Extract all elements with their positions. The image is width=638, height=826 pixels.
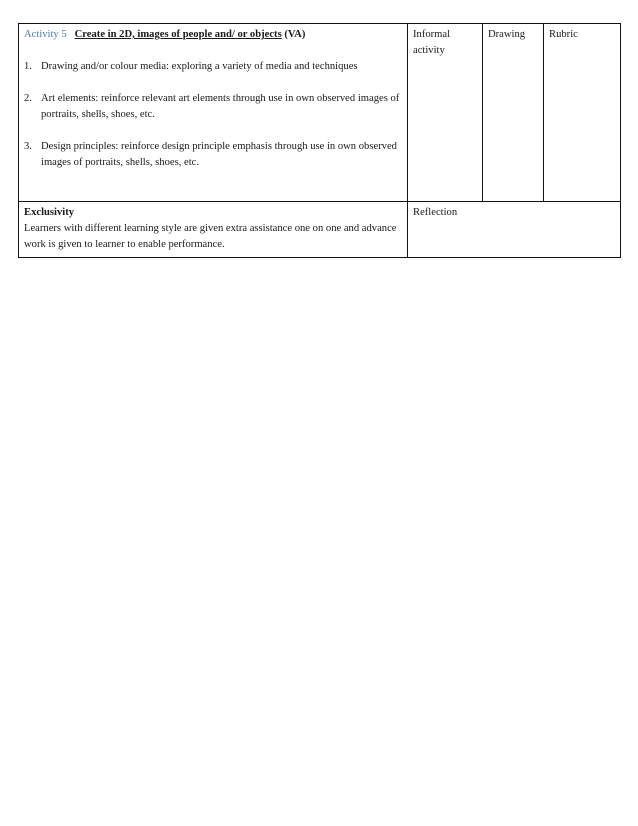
list-item [24,91,402,123]
assessment-type: Informal activity [413,29,451,56]
assessment-tool: Rubric [549,29,578,40]
activity-row [19,24,621,202]
list-item-number: 1. [24,61,32,72]
list-item-text: Art elements: reinforce relevant art elements through use in own observed images of portraits, shells, shoes, etc. [41,93,400,120]
method-cell [483,24,544,202]
activity-description-cell [19,24,408,202]
list-item-text: Drawing and/or colour media: exploring a variety of media and techniques [41,61,358,72]
assessment-type-cell [408,24,483,202]
activity-items-list [24,59,402,171]
list-item-number: 2. [24,93,32,104]
list-item-number: 3. [24,141,32,152]
exclusivity-cell [19,202,408,258]
exclusivity-row [19,202,621,258]
activity-number: Activity 5 [24,29,67,40]
lesson-plan-table [18,23,621,258]
assessment-method: Drawing [488,29,526,40]
exclusivity-heading: Exclusivity [24,207,75,218]
exclusivity-text: Learners with different learning style are given extra assistance one on one and advance work is given to learner to enable performance. [24,223,397,250]
activity-title: Create in 2D, images of people and/ or objects [74,29,282,40]
reflection-label: Reflection [413,207,458,218]
list-item [24,139,402,171]
reflection-cell [408,202,621,258]
tool-cell [544,24,621,202]
activity-suffix: (VA) [281,29,306,40]
list-item-text: Design principles: reinforce design principle emphasis through use in own observed images of portraits, shells, shoes, etc. [41,141,397,168]
list-item [24,59,402,75]
activity-heading [24,27,402,43]
